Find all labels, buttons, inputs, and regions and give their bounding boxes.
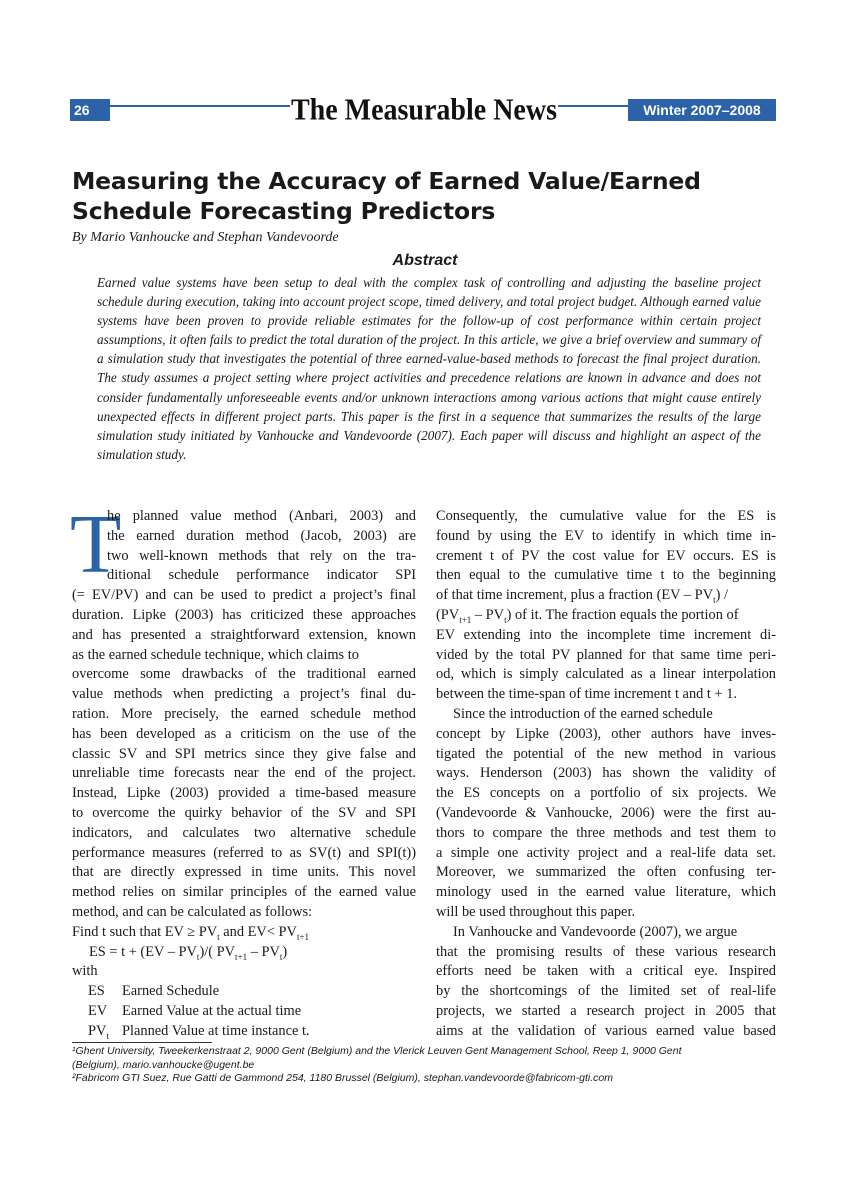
- definition-abbr: [72, 1022, 122, 1042]
- text-line: and has presented a straightforward extension, known: [72, 626, 416, 643]
- text-line: [436, 606, 776, 626]
- subscript: t: [196, 951, 200, 962]
- text-span: (PV: [436, 606, 460, 623]
- text-line: projects, we started a research project in 2005 that: [436, 1002, 776, 1019]
- text-line: to overcome the quirky behavior of the SV and SPI: [72, 804, 416, 821]
- body-column-right: [436, 507, 776, 1042]
- text-line: ration. More precisely, the earned schedule method: [72, 705, 416, 722]
- subscript: t+1: [296, 931, 310, 942]
- text-line: thors to compare the three methods and test them to: [436, 824, 776, 841]
- subscript: t: [279, 951, 283, 962]
- find-t-middle: and EV< PV: [219, 923, 297, 940]
- text-line: a simple one activity project and a real-life data set.: [436, 844, 776, 861]
- footnote-line: (Belgium), mario.vanhoucke@ugent.be: [72, 1058, 255, 1071]
- text-line: found by using the EV to identify in which time in-: [436, 527, 776, 544]
- text-line: value methods when predicting a project’s final du-: [72, 686, 416, 703]
- issue-date: Winter 2007–2008: [628, 99, 776, 121]
- find-t-prefix: Find t such that EV ≥ PV: [72, 923, 218, 940]
- text-line: tigated the potential of the new method in various: [436, 745, 776, 762]
- text-line: Instead, Lipke (2003) provided a time-based measure: [72, 785, 416, 802]
- article-title-line: Measuring the Accuracy of Earned Value/Earned: [72, 167, 701, 195]
- definition-row: [72, 982, 416, 1002]
- footnote-line: ¹Ghent University, Tweekerkenstraat 2, 9000 Gent (Belgium) and the Vlerick Leuven Gent Management School, Reep 1, 9000 Gent: [72, 1045, 682, 1057]
- es-formula: [72, 943, 416, 963]
- text-line: ditional schedule performance indicator SPI: [107, 567, 416, 584]
- text-line: Moreover, we summarized the often confusing ter-: [436, 864, 776, 881]
- subscript: t: [106, 1030, 109, 1041]
- text-line: [436, 586, 776, 606]
- definition-text: Earned Schedule: [122, 983, 220, 1000]
- text-line: will be used throughout this paper.: [436, 903, 636, 920]
- text-line: between the time-span of time increment t and t + 1.: [436, 686, 738, 703]
- byline: By Mario Vanhoucke and Stephan Vandevoorde: [72, 230, 339, 245]
- definition-row: [72, 1002, 416, 1022]
- footnotes: [72, 1045, 762, 1086]
- text-line: (= EV/PV) and can be used to predict a project’s final: [72, 587, 416, 604]
- find-t-line: [72, 923, 416, 943]
- text-line: that the promising results of these various research: [436, 943, 776, 960]
- journal-title: The Measurable News: [290, 86, 558, 136]
- article-title-line: Schedule Forecasting Predictors: [72, 197, 496, 225]
- text-line: efforts need be taken with a critical eye. Inspired: [436, 963, 776, 980]
- text-line: method, and can be calculated as follows:: [72, 903, 313, 920]
- text-line: ways. Henderson (2003) has shown the validity of: [436, 765, 776, 782]
- footnote-rule: [72, 1042, 212, 1043]
- text-line: Consequently, the cumulative value for the ES is: [436, 508, 776, 524]
- text-span: ) of it. The fraction equals the portion of: [506, 606, 739, 623]
- body-column-left: [72, 507, 416, 1042]
- subscript: t+1: [459, 614, 472, 625]
- text-span: of that time increment, plus a fraction (EV – PV: [436, 587, 714, 604]
- definition-text: Planned Value at time instance t.: [122, 1022, 310, 1039]
- text-line: unreliable time forecasts near the end of the project.: [72, 765, 416, 782]
- text-line: In Vanhoucke and Vandevoorde (2007), we argue: [453, 923, 738, 940]
- text-span: ) /: [715, 587, 728, 604]
- text-line: by the shortcomings of the limited set of real-life: [436, 983, 776, 1000]
- text-line: duration. Lipke (2003) has criticized these approaches: [72, 606, 416, 623]
- text-line: (Vandevoorde & Vanhoucke, 2006) were the first au-: [436, 804, 776, 821]
- text-line: crement t of PV the cost value for EV occurs. ES is: [436, 547, 776, 564]
- text-line: performance measures (referred to as SV(t) and SPI(t)): [72, 844, 416, 861]
- text-line: concept by Lipke (2003), other authors have inves-: [436, 725, 776, 742]
- definition-abbr: ES: [88, 983, 105, 1000]
- text-line: aims at the validation of various earned value based: [436, 1022, 776, 1039]
- text-line: indicators, and calculates two alternative schedule: [72, 824, 416, 841]
- text-line: as the earned schedule technique, which claims to: [72, 646, 359, 663]
- text-line: the ES concepts on a portfolio of six projects. We: [436, 785, 776, 802]
- text-line: overcome some drawbacks of the traditional earned: [72, 666, 416, 683]
- definition-abbr: EV: [88, 1002, 108, 1019]
- abstract-text: Earned value systems have been setup to deal with the complex task of controlling and adjusting the baseline project schedule during execution, taking into account project scope, timed delivery, and total project budget. Although earned value systems have been proven to provide reliable estimates for the follow-up of cost performance within certain project assumptions, it often fails to predict the total duration of the project. In this article, we give a brief overview and summary of a simulation study that investigates the potential of three earned-value-based methods to forecast the final project duration. The study assumes a project setting where project activities and precedence relations are known in advance and does not consider fundamentally unforeseeable events and/or unknown interactions among various actions that might cause entirely unexpected effects in different project parts. This paper is the first in a sequence that summarizes the results of the large simulation study initiated by Vanhoucke and Vandevoorde (2007). Each paper will discuss and highlight an aspect of the simulation study.: [97, 275, 761, 462]
- article-title: [72, 166, 752, 226]
- text-line: method relies on similar principles of the earned value: [72, 884, 416, 901]
- drop-cap: T: [70, 498, 122, 591]
- formula-part: – PV: [247, 943, 280, 960]
- abstract-heading: Abstract: [392, 252, 458, 269]
- text-line: vided by the total PV planned for that same time peri-: [436, 646, 776, 663]
- formula-part: )/( PV: [199, 943, 236, 960]
- text-span: – PV: [471, 606, 505, 623]
- subscript: t+1: [235, 951, 248, 962]
- footnote-line: ²Fabricom GTI Suez, Rue Gatti de Gammond 254, 1180 Brussel (Belgium), stephan.vandevoorde@fabricom-gti.com: [72, 1072, 613, 1084]
- text-line: two well-known methods that rely on the tra-: [107, 547, 416, 564]
- subscript: t: [504, 614, 507, 625]
- text-line: has been developed as a criticism on the use of the: [72, 725, 416, 742]
- text-line: the earned duration method (Jacob, 2003) are: [107, 527, 416, 544]
- definition-abbr-text: PV: [88, 1022, 107, 1039]
- subscript: t: [713, 595, 716, 606]
- text-line: then equal to the cumulative time t to the beginning: [436, 567, 776, 584]
- text-line: od, which is simply calculated as a linear interpolation: [436, 666, 776, 683]
- text-line: classic SV and SPI metrics since they give false and: [72, 745, 416, 762]
- formula-part: ES = t + (EV – PV: [89, 943, 197, 960]
- text-line: EV extending into the incomplete time increment di-: [436, 626, 776, 643]
- text-line: Since the introduction of the earned schedule: [453, 705, 713, 722]
- page-number: 26: [70, 99, 110, 121]
- text-line: he planned value method (Anbari, 2003) and: [107, 508, 416, 524]
- definition-text: Earned Value at the actual time: [122, 1002, 302, 1019]
- text-line: minology used in the earned value literature, which: [436, 884, 776, 901]
- subscript: t: [217, 931, 220, 942]
- formula-part: ): [282, 943, 288, 960]
- text-line: that are directly expressed in time units. This novel: [72, 864, 416, 881]
- with-label: with: [72, 963, 98, 980]
- definition-row: [72, 1022, 416, 1042]
